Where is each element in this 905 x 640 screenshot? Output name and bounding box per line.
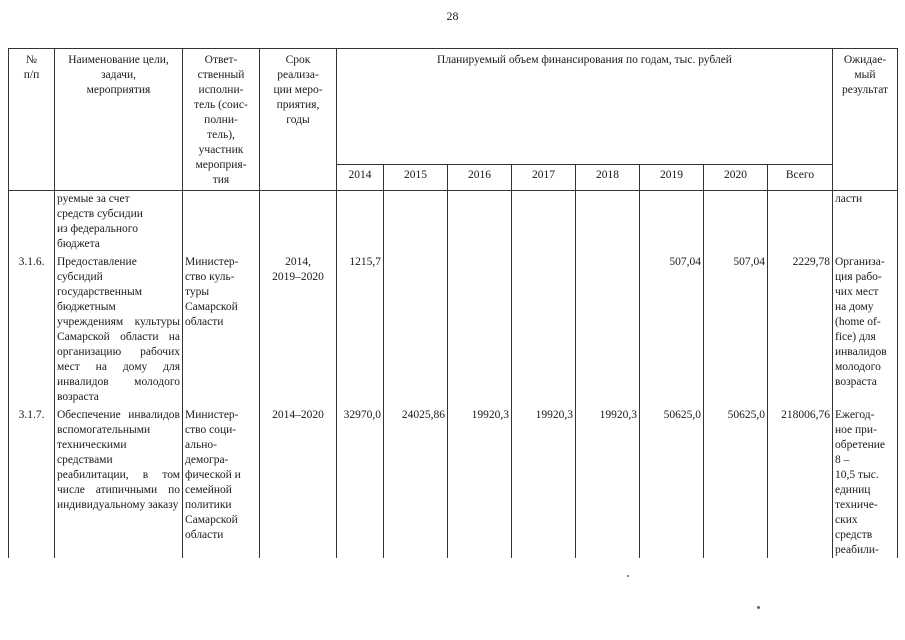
row-value: [448, 254, 512, 407]
header-name: Наименование цели, задачи, мероприятия: [55, 49, 183, 191]
row-num: 3.1.6.: [9, 254, 55, 407]
header-num: № п/п: [9, 49, 55, 191]
header-term: Срок реализа- ции меро- приятия, годы: [260, 49, 337, 191]
row-result: Организа- ция рабо- чих мест на дому (home of- fice) для инвалидов молодого возраста: [833, 254, 898, 407]
row-value: [448, 191, 512, 255]
row-num: 3.1.7.: [9, 407, 55, 558]
row-result: ласти: [833, 191, 898, 255]
row-responsible: Министер- ство соци- ально- демогра- фической и семейной политики Самарской области: [183, 407, 260, 558]
page-number: 28: [446, 9, 459, 23]
table-row: [9, 191, 898, 255]
header-result: Ожидае- мый результат: [833, 49, 898, 191]
header-year: 2019: [640, 165, 704, 191]
row-value: 507,04: [640, 254, 704, 407]
row-term: 2014, 2019–2020: [260, 254, 337, 407]
row-term: [260, 191, 337, 255]
header-row: [9, 49, 898, 165]
row-responsible: [183, 191, 260, 255]
row-value: [512, 254, 576, 407]
row-result: Ежегод- ное при- обретение 8 – 10,5 тыс. единиц техниче- ских средств реабили-: [833, 407, 898, 558]
row-value: 19920,3: [576, 407, 640, 558]
row-total: 2229,78: [768, 254, 833, 407]
row-value: [384, 191, 448, 255]
header-year: 2018: [576, 165, 640, 191]
row-value: [576, 254, 640, 407]
table-row: [9, 254, 898, 407]
scan-speck: [757, 606, 760, 609]
row-value: 50625,0: [704, 407, 768, 558]
header-year: 2014: [337, 165, 384, 191]
row-value: [384, 254, 448, 407]
row-responsible: Министер- ство куль- туры Самарской области: [183, 254, 260, 407]
row-term: 2014–2020: [260, 407, 337, 558]
row-value: [576, 191, 640, 255]
header-year: 2017: [512, 165, 576, 191]
row-value: [640, 191, 704, 255]
header-financing: Планируемый объем финансирования по годам, тыс. рублей: [337, 49, 833, 165]
row-value: [512, 191, 576, 255]
row-total: 218006,76: [768, 407, 833, 558]
row-name: Предоставление субсидий государственным бюджетным учреждениям культуры Самарской области на организацию рабочих мест на дому для инвалидов молодого возраста: [55, 254, 183, 407]
row-value: 24025,86: [384, 407, 448, 558]
row-num: [9, 191, 55, 255]
row-value: 50625,0: [640, 407, 704, 558]
row-value: [704, 191, 768, 255]
row-value: 19920,3: [448, 407, 512, 558]
header-total: Всего: [768, 165, 833, 191]
row-value: 1215,7: [337, 254, 384, 407]
row-value: 32970,0: [337, 407, 384, 558]
header-year: 2016: [448, 165, 512, 191]
header-year: 2015: [384, 165, 448, 191]
header-year: 2020: [704, 165, 768, 191]
table-row: [9, 407, 898, 558]
row-value: [337, 191, 384, 255]
row-total: [768, 191, 833, 255]
scan-speck: [627, 575, 629, 577]
header-responsible: Ответ- ственный исполни- тель (соис- полни- тель), участник мероприя- тия: [183, 49, 260, 191]
row-value: 19920,3: [512, 407, 576, 558]
financing-table: [8, 48, 898, 558]
row-name: Обеспечение инвалидов вспомогательными техническими средствами реабилитации, в том числе атипичными по индивидуальному заказу: [55, 407, 183, 558]
row-name: руемые за счет средств субсидии из федерального бюджета: [55, 191, 183, 255]
row-value: 507,04: [704, 254, 768, 407]
